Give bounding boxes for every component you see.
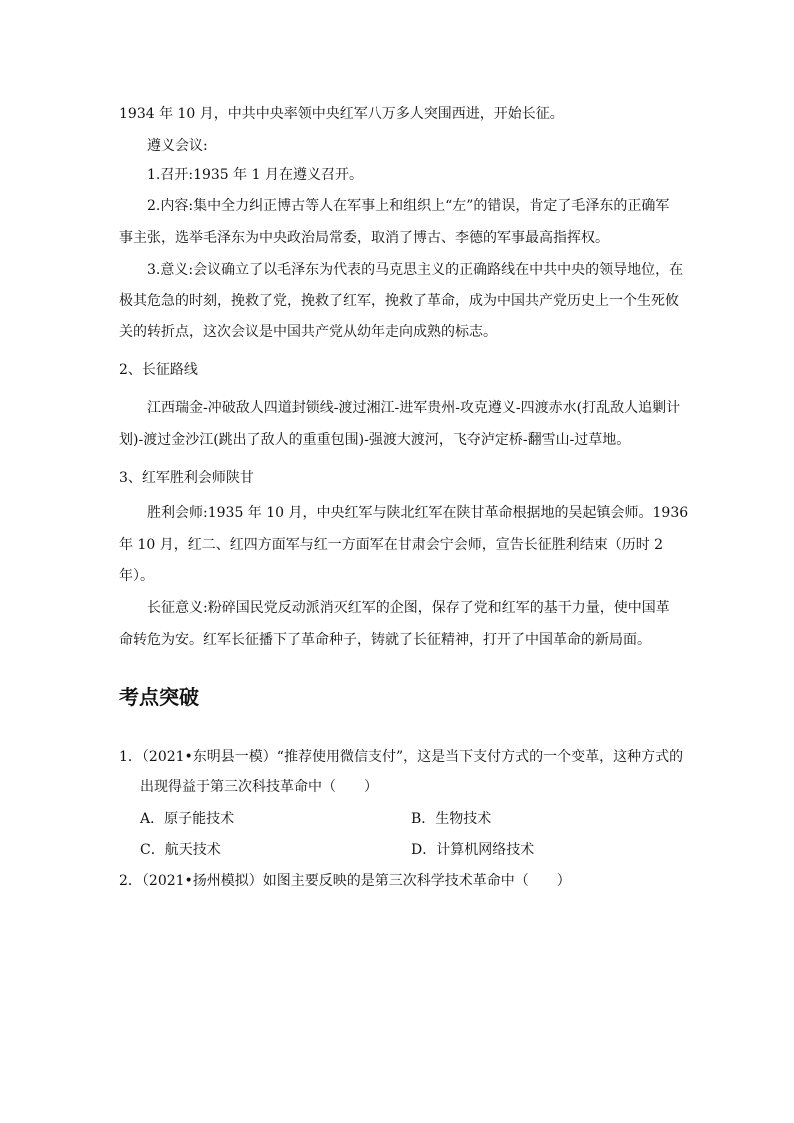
zunyi-heading: 遵义会议: [147,138,208,154]
victory-p2-line-1: 长征意义:粉碎国民党反动派消灭红军的企图，保存了党和红军的基干力量，使中国革 [147,600,670,616]
route-line-1: 江西瑞金-冲破敌人四道封锁线-渡过湘江-进军贵州-攻克遵义-四渡赤水(打乱敌人追剿计 [147,400,681,416]
victory-heading: 3、红军胜利会师陕甘 [119,470,254,486]
victory-p1-line-2: 年 10 月，红二、红四方面军与红一方面军在甘肃会宁会师，宣告长征胜利结束（历时 2 [119,537,664,553]
route-heading: 2、长征路线 [119,362,198,378]
intro-paragraph: 1934 年 10 月，中共中央率领中央红军八万多人突围西进，开始长征。 [119,106,564,122]
question-1-line-1: 1．（2021•东明县一模）“推荐使用微信支付”，这是当下支付方式的一个变革，这种方式的 [119,749,684,765]
victory-p1-line-3: 年）。 [119,568,154,584]
question-1-option-b: B．生物技术 [411,811,492,827]
question-1-option-a: A．原子能技术 [140,811,235,827]
zunyi-item-1: 1.召开:1935 年 1 月在遵义召开。 [147,167,363,183]
question-2-line-1: 2．（2021•扬州模拟）如图主要反映的是第三次科学技术革命中（ ） [119,873,571,889]
victory-p1-line-1: 胜利会师:1935 年 10 月，中央红军与陕北红军在陕甘革命根据地的吴起镇会师。1936 [147,505,689,521]
zunyi-item-3-line-1: 3.意义:会议确立了以毛泽东为代表的马克思主义的正确路线在中共中央的领导地位，在 [147,262,684,278]
zunyi-item-2-line-1: 2.内容:集中全力纠正博古等人在军事上和组织上“左”的错误，肯定了毛泽东的正确军 [147,198,670,214]
question-1-option-c: C．航天技术 [140,842,221,858]
question-1-line-2: 出现得益于第三次科技革命中（ ） [140,779,378,795]
route-line-2: 划)-渡过金沙江(跳出了敌人的重重包围)-强渡大渡河，飞夺泸定桥-翻雪山-过草地。 [119,432,631,448]
section-title: 考点突破 [119,685,199,709]
question-1-option-d: D．计算机网络技术 [411,842,535,858]
victory-p2-line-2: 命转危为安。红军长征播下了革命种子，铸就了长征精神，打开了中国革命的新局面。 [119,632,651,648]
zunyi-item-2-line-2: 事主张，选举毛泽东为中央政治局常委，取消了博古、李德的军事最高指挥权。 [119,230,609,246]
zunyi-item-3-line-3: 关的转折点，这次会议是中国共产党从幼年走向成熟的标志。 [119,324,497,340]
zunyi-item-3-line-2: 极其危急的时刻，挽救了党，挽救了红军，挽救了革命，成为中国共产党历史上一个生死攸 [119,293,679,309]
